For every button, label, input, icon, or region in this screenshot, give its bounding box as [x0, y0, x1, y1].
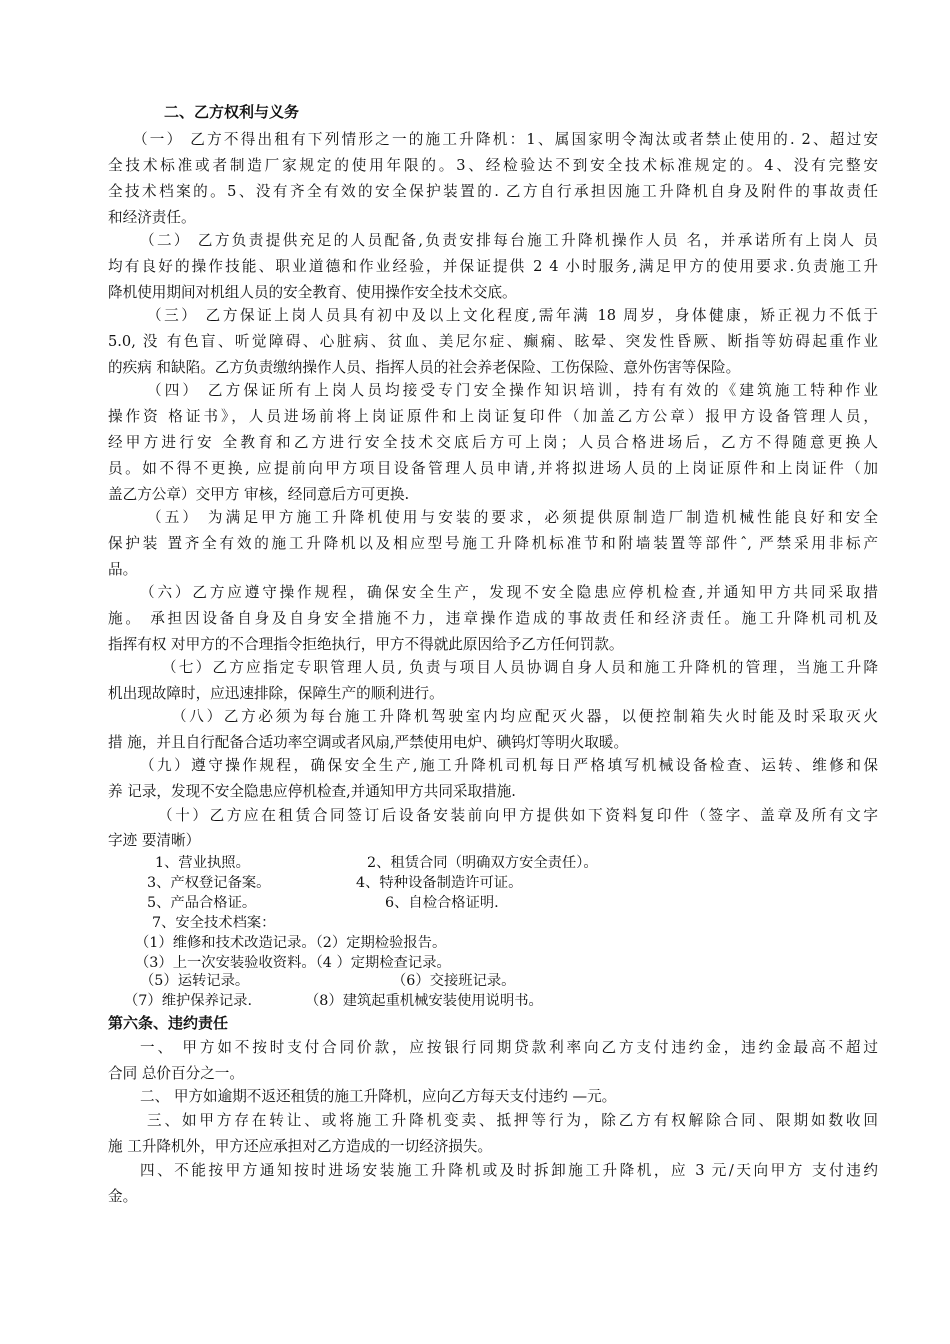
- list-item: （1）维修和技术改造记录。（2）定期检验报告。: [135, 935, 447, 951]
- paragraph-line: （三） 乙方保证上岗人员具有初中及以上文化程度,需年满 18 周岁，身体健康，矫正视力不低于: [147, 307, 878, 324]
- paragraph-line: （九）遵守操作规程，确保安全生产,施工升降机司机每日严格填写机械设备检查、运转、维修和保: [140, 757, 878, 774]
- paragraph-line: 品。: [108, 561, 138, 578]
- list-item: 5、产品合格证。: [147, 895, 257, 911]
- section-heading: 二、乙方权利与义务: [164, 103, 300, 121]
- paragraph-line: （六）乙方应遵守操作规程，确保安全生产，发现不安全隐患应停机检查,并通知甲方共同采取措: [140, 584, 878, 601]
- list-item: （5）运转记录。: [140, 973, 250, 989]
- paragraph-line: （七）乙方应指定专职管理人员, 负责与项目人员协调自身人员和施工升降机的管理，当施工升降: [162, 659, 878, 676]
- paragraph-line: 5.0, 没 有色盲、听觉障碍、心脏病、贫血、美尼尔症、癫痫、眩晕、突发性昏厥、断指等妨碍起重作业: [108, 333, 878, 350]
- paragraph-line: 合同 总价百分之一。: [108, 1065, 244, 1082]
- list-item: （7）维护保养记录.: [124, 993, 253, 1009]
- paragraph-line: 经甲方进行安 全教育和乙方进行安全技术交底后方可上岗；人员合格进场后，乙方不得随意更换人: [108, 434, 878, 451]
- paragraph-line: 四、不能按甲方通知按时进场安装施工升降机或及时拆卸施工升降机，应 3 元/天向甲方 支付违约: [140, 1162, 878, 1179]
- paragraph-line: 均有良好的操作技能、职业道德和作业经验，并保证提供 2 4 小时服务,满足甲方的使用要求.负责施工升: [108, 258, 878, 275]
- list-item: （8）建筑起重机械安装使用说明书。: [305, 993, 543, 1009]
- paragraph-line: 员。如不得不更换, 应提前向甲方项目设备管理人员申请,并将拟进场人员的上岗证原件和上岗证件（加: [108, 460, 878, 477]
- paragraph-line: 养 记录，发现不安全隐患应停机检查,并通知甲方共同采取措施.: [108, 783, 516, 800]
- paragraph-line: 全技术标准或者制造厂家规定的使用年限的。3、经检验达不到安全技术标准规定的。4、没有完整安: [108, 157, 878, 174]
- paragraph-line: 施。 承担因设备自身及自身安全措施不力，违章操作造成的事故责任和经济责任。施工升降机司机及: [108, 610, 878, 627]
- paragraph-line: 降机使用期间对机组人员的安全教育、使用操作安全技术交底。: [108, 284, 517, 301]
- paragraph-line: 措 施，并且自行配备合适功率空调或者风扇,严禁使用电炉、碘钨灯等明火取暖。: [108, 734, 629, 751]
- paragraph-line: 和经济责任。: [108, 209, 196, 226]
- paragraph-line: （五） 为满足甲方施工升降机使用与安装的要求，必须提供原制造厂制造机械性能良好和安全: [147, 509, 878, 526]
- paragraph-line: （十）乙方应在租赁合同签订后设备安装前向甲方提供如下资料复印件（签字、盖章及所有文字: [158, 807, 878, 824]
- paragraph-line: 一、 甲方如不按时支付合同价款，应按银行同期贷款利率向乙方支付违约金，违约金最高不超过: [140, 1039, 878, 1056]
- paragraph-line: （四） 乙方保证所有上岗人员均接受专门安全操作知识培训，持有有效的《建筑施工特种作业: [147, 382, 878, 399]
- paragraph-line: 字迹 要清晰）: [108, 832, 201, 849]
- paragraph-line: （二） 乙方负责提供充足的人员配备,负责安排每台施工升降机操作人员 名，并承诺所有上岗人 员: [140, 232, 878, 249]
- paragraph-line: 金。: [108, 1188, 138, 1205]
- paragraph-line: 操作资 格证书》，人员进场前将上岗证原件和上岗证复印件（加盖乙方公章）报甲方设备管理人员，: [108, 408, 878, 425]
- article-heading: 第六条、违约责任: [108, 1014, 229, 1032]
- list-item: 1、营业执照。: [155, 855, 250, 871]
- paragraph-line: 指挥有权 对甲方的不合理指令拒绝执行，甲方不得就此原因给予乙方任何罚款。: [108, 636, 624, 653]
- paragraph-line: （八）乙方必须为每台施工升降机驾驶室内均应配灭火器，以便控制箱失火时能及时采取灭火: [172, 708, 878, 725]
- paragraph-line: 二、 甲方如逾期不返还租赁的施工升降机，应向乙方每天支付违约 —元。: [140, 1088, 617, 1105]
- paragraph-line: 三、如甲方存在转让、或将施工升降机变卖、抵押等行为，除乙方有权解除合同、限期如数收回: [147, 1112, 878, 1129]
- paragraph-line: 机出现故障时，应迅速排除，保障生产的顺利进行。: [108, 685, 444, 702]
- list-item: 4、特种设备制造许可证。: [356, 875, 523, 891]
- paragraph-line: （一） 乙方不得出租有下列情形之一的施工升降机：1、属国家明令淘汰或者禁止使用的. 2、超过安: [133, 131, 878, 148]
- list-item: 3、产权登记备案。: [147, 875, 271, 891]
- list-item: 2、租赁合同（明确双方安全责任）。: [367, 855, 598, 871]
- list-item: （3）上一次安装验收资料。（4 ）定期检查记录。: [135, 955, 451, 971]
- list-item: （6）交接班记录。: [392, 973, 516, 989]
- paragraph-line: 全技术档案的。5、没有齐全有效的安全保护装置的. 乙方自行承担因施工升降机自身及附件的事故责任: [108, 183, 878, 200]
- paragraph-line: 施 工升降机外，甲方还应承担对乙方造成的一切经济损失。: [108, 1138, 493, 1155]
- list-item: 7、安全技术档案：: [152, 915, 276, 931]
- list-item: 6、自检合格证明.: [385, 895, 499, 911]
- paragraph-line: 保护装 置齐全有效的施工升降机以及相应型号施工升降机标准节和附墙装置等部件ˆ, 严禁采用非标产: [108, 535, 878, 552]
- paragraph-line: 盖乙方公章）交甲方 审核，经同意后方可更换.: [108, 486, 410, 503]
- paragraph-line: 的疾病 和缺陷。乙方负责缴纳操作人员、指挥人员的社会养老保险、工伤保险、意外伤害等保险。: [108, 359, 741, 376]
